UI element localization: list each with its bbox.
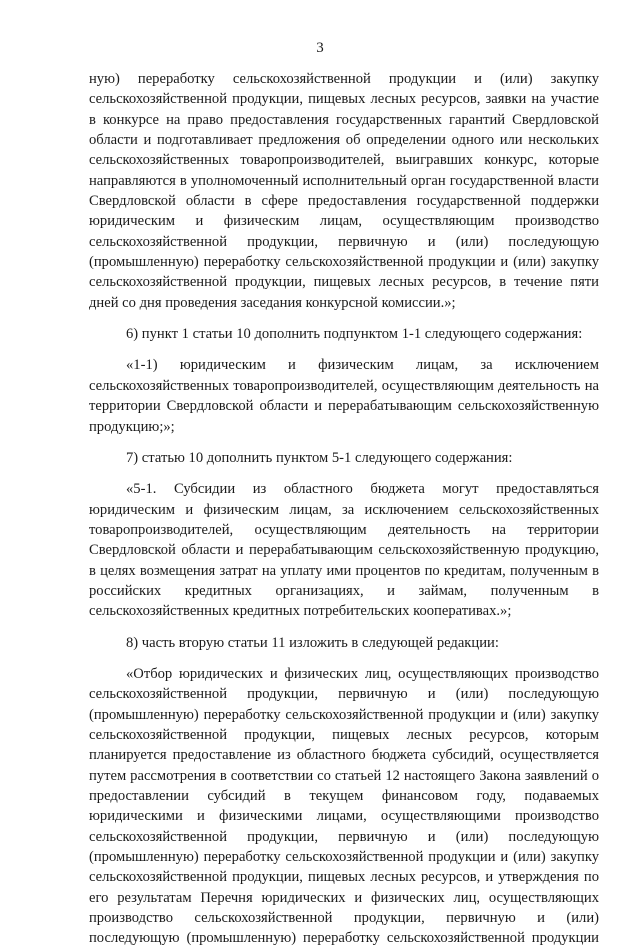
body-text <box>89 69 599 949</box>
paragraph-quote-selection: «Отбор юридических и физических лиц, осуществляющих производство сельскохозяйственной продукции, первичную и (или) последующую (промышленную) переработку сельскохозяйственной продукции и (или) закупку сельскохозяйственной продукции, пищевых лесных ресурсов, которым планируется предоставление из областного бюджета субсидий, осуществляется путем рассмотрения в соответствии со статьей 12 настоящего Закона заявлений о предоставлении субсидий в текущем финансовом году, подаваемых юридическими и физическими лицами, осуществляющими производство сельскохозяйственной продукции, первичную и (или) последующую (промышленную) переработку сельскохозяйственной продукции и (или) закупку сельскохозяйственной продукции, пищевых лесных ресурсов, и утверждения по его результатам Перечня юридических и физических лиц, осуществляющих производство сельскохозяйственной продукции, первичную и (или) последующую (промышленную) переработку сельскохозяйственной продукции <box>89 665 599 947</box>
paragraph-item-7: 7) статью 10 дополнить пунктом 5-1 следующего содержания: <box>126 449 513 466</box>
paragraph-quote-1-1: «1-1) юридическим и физическим лицам, за исключением сельскохозяйственных товаропроизводителей, осуществляющим деятельность на территории Свердловской области и перерабатывающим сельскохозяйственную продукцию;»; <box>89 357 599 435</box>
paragraph-item-6: 6) пункт 1 статьи 10 дополнить подпунктом 1-1 следующего содержания: <box>126 326 583 343</box>
paragraph-quote-5-1: «5-1. Субсидии из областного бюджета могут предоставляться юридическим и физическим лицам, за исключением сельскохозяйственных товаропроизводителей, осуществляющим деятельность на территории Свердловской области и перерабатывающим сельскохозяйственную продукцию, в целях возмещения затрат на уплату ими процентов по кредитам, полученным в российских кредитных организациях, и займам, полученным в сельскохозяйственных кредитных потребительских кооперативах.»; <box>89 481 599 620</box>
page-number: 3 <box>316 40 324 56</box>
paragraph-continuation: ную) переработку сельскохозяйственной продукции и (или) закупку сельскохозяйственной продукции, пищевых лесных ресурсов, заявки на участие в конкурсе на право предоставления государственных гарантий Свердловской области и подготавливает предложения об определении одного или нескольких сельскохозяйственных товаропроизводителей, выигравших конкурс, которые направляются в уполномоченный исполнительный орган государственной власти Свердловской области в сфере предоставления государственной поддержки юридическим и физическим лицам, осуществляющим производство сельскохозяйственной продукции, первичную и (или) последующую (промышленную) переработку сельскохозяйственной продукции и (или) закупку сельскохозяйственной продукции, пищевых лесных ресурсов, в течение пяти дней со дня проведения заседания конкурсной комиссии.»; <box>89 71 599 311</box>
paragraph-item-8: 8) часть вторую статьи 11 изложить в следующей редакции: <box>126 634 499 651</box>
